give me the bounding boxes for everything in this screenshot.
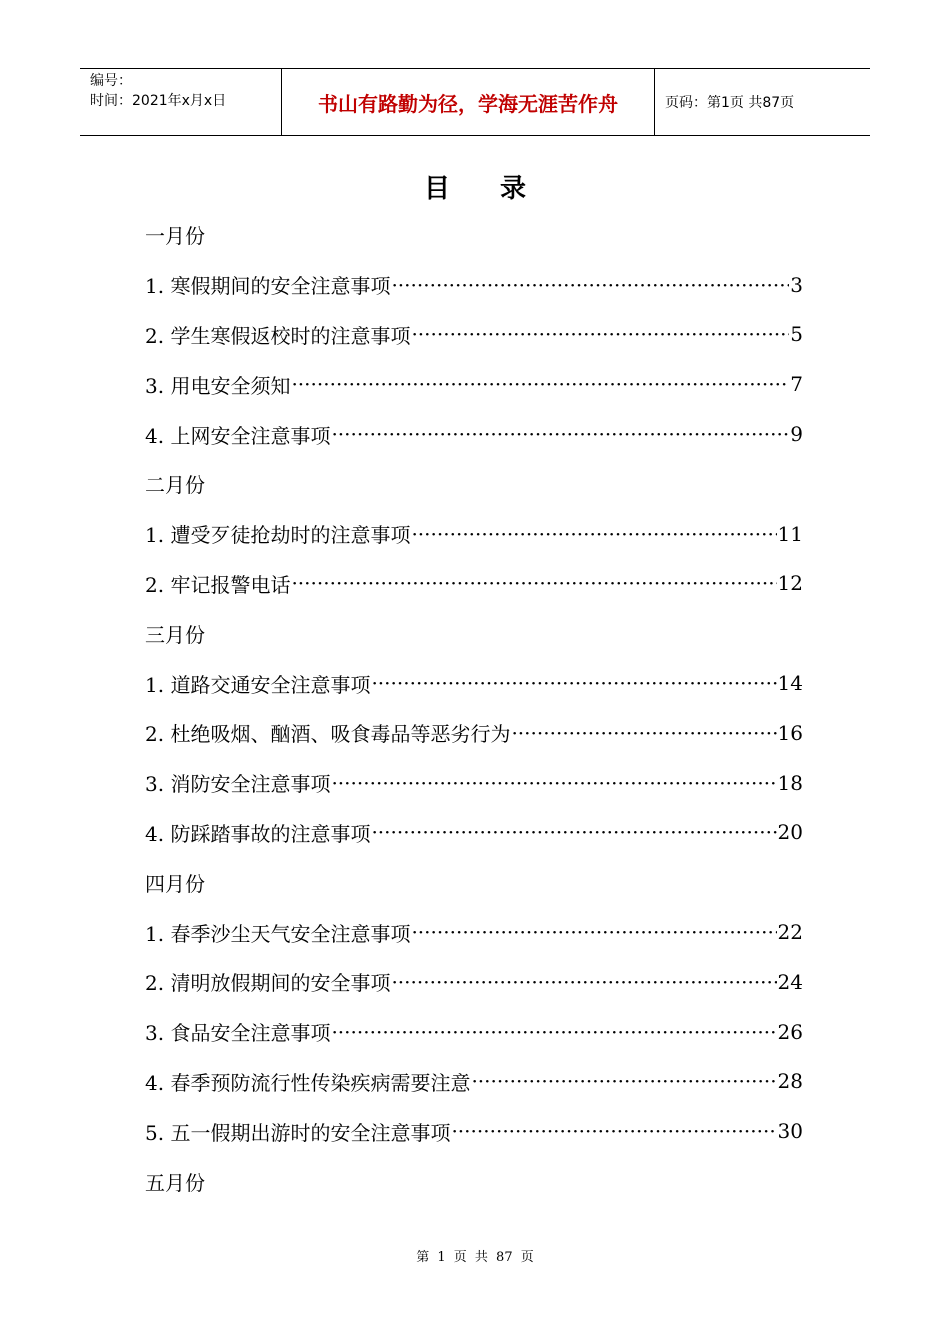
toc-entry-label: 5. 五一假期出游时的安全注意事项 [145,1120,451,1145]
toc-entry-page: 14 [777,671,803,696]
toc-entry-page: 28 [777,1069,803,1094]
dot-leader [371,671,776,695]
toc-entry-page: 9 [790,422,803,447]
toc-entry[interactable] [145,1057,803,1107]
toc-entry[interactable] [145,1106,803,1156]
dot-leader [291,571,776,595]
table-of-contents [145,210,803,1206]
toc-entry[interactable] [145,359,803,409]
dot-leader [331,422,789,446]
toc-entry[interactable] [145,957,803,1007]
page-header [80,68,870,136]
dot-leader [291,372,789,396]
toc-entry-label: 3. 用电安全须知 [145,373,291,398]
toc-section-heading: 五月份 [145,1170,205,1195]
toc-entry-page: 5 [790,322,803,347]
header-motto: 书山有路勤为径，学海无涯苦作舟 [282,69,655,135]
toc-entry-label: 1. 道路交通安全注意事项 [145,672,371,697]
dot-leader [371,820,776,844]
header-meta [80,69,282,135]
toc-entry-label: 4. 春季预防流行性传染疾病需要注意 [145,1070,471,1095]
toc-entry-label: 2. 牢记报警电话 [145,572,291,597]
page-footer: 第 1 页 共 87 页 [416,1250,534,1265]
toc-entry-label: 4. 上网安全注意事项 [145,423,331,448]
toc-entry[interactable] [145,1007,803,1057]
dot-leader [331,771,776,795]
toc-entry-page: 12 [777,571,803,596]
toc-entry-label: 3. 消防安全注意事项 [145,772,331,797]
toc-entry-page: 11 [777,521,803,546]
toc-entry-label: 2. 学生寒假返校时的注意事项 [145,323,411,348]
toc-entry-label: 4. 防踩踏事故的注意事项 [145,821,371,846]
dot-leader [411,920,776,944]
toc-entry[interactable] [145,907,803,957]
toc-section-heading: 三月份 [145,622,205,647]
toc-entry[interactable] [145,260,803,310]
toc-entry[interactable] [145,409,803,459]
toc-entry-page: 3 [790,272,803,297]
toc-section-heading: 二月份 [145,473,205,498]
toc-entry-label: 2. 清明放假期间的安全事项 [145,971,391,996]
toc-entry[interactable] [145,310,803,360]
toc-entry-page: 26 [777,1019,803,1044]
toc-entry[interactable] [145,559,803,609]
toc-entry-page: 22 [777,920,803,945]
toc-entry-label: 1. 遭受歹徒抢劫时的注意事项 [145,523,411,548]
toc-entry-label: 2. 杜绝吸烟、酗酒、吸食毒品等恶劣行为 [145,722,511,747]
dot-leader [411,322,789,346]
page-title: 目录 [423,174,576,204]
dot-leader [511,721,776,745]
toc-section-heading: 一月份 [145,224,205,249]
document-number-label: 编号： [90,73,132,89]
toc-entry[interactable] [145,658,803,708]
dot-leader [391,273,789,297]
dot-leader [331,1020,776,1044]
toc-entry-label: 1. 寒假期间的安全注意事项 [145,274,391,299]
toc-entry-page: 20 [777,820,803,845]
toc-entry-page: 30 [777,1119,803,1144]
toc-entry[interactable] [145,708,803,758]
dot-leader [471,1069,776,1093]
toc-entry-page: 24 [777,969,803,994]
dot-leader [451,1119,776,1143]
toc-entry-label: 3. 食品安全注意事项 [145,1021,331,1046]
toc-entry[interactable] [145,758,803,808]
dot-leader [411,522,776,546]
header-page-info: 页码：第1页 共87页 [665,95,795,111]
document-date-label: 时间：2021年x月x日 [90,93,227,109]
toc-section-heading: 四月份 [145,871,205,896]
toc-entry[interactable] [145,808,803,858]
toc-entry-label: 1. 春季沙尘天气安全注意事项 [145,921,411,946]
toc-entry-page: 18 [777,770,803,795]
dot-leader [391,970,776,994]
toc-entry-page: 16 [777,720,803,745]
toc-entry[interactable] [145,509,803,559]
toc-entry-page: 7 [790,372,803,397]
